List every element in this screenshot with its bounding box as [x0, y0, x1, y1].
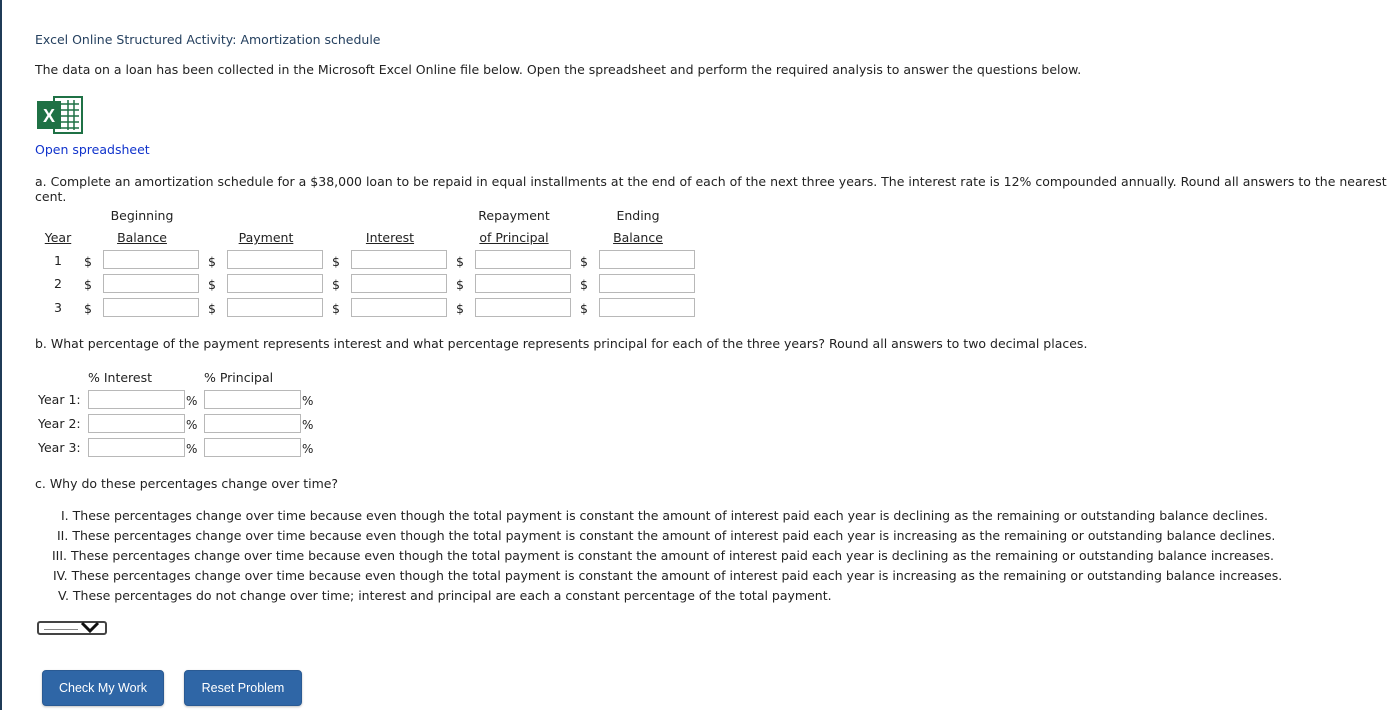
currency-symbol: $ — [332, 301, 340, 316]
year-3-percent-principal-input[interactable] — [204, 438, 301, 457]
currency-symbol: $ — [456, 254, 464, 269]
currency-symbol: $ — [208, 277, 216, 292]
percent-sign: % — [302, 418, 314, 432]
option-i: I. These percentages change over time because even though the total payment is constant the amount of interest paid each year is declining as the remaining or outstanding balance declines. — [61, 508, 1269, 523]
year-3-ending-balance-input[interactable] — [599, 298, 695, 317]
currency-symbol: $ — [580, 301, 588, 316]
header-interest: Interest — [365, 230, 415, 245]
currency-symbol: $ — [208, 301, 216, 316]
year-3-label: 3 — [54, 300, 62, 315]
year-1-percent-label: Year 1: — [38, 392, 81, 407]
percent-sign: % — [302, 394, 314, 408]
year-2-interest-input[interactable] — [351, 274, 447, 293]
year-1-ending-balance-input[interactable] — [599, 250, 695, 269]
left-edge-rule — [0, 0, 2, 710]
check-my-work-button[interactable]: Check My Work — [42, 670, 164, 706]
year-1-percent-principal-input[interactable] — [204, 390, 301, 409]
answer-select-dropdown[interactable] — [37, 621, 107, 635]
currency-symbol: $ — [332, 254, 340, 269]
chevron-down-icon — [79, 620, 101, 634]
question-a: a. Complete an amortization schedule for a $38,000 loan to be repaid in equal installments at the end of each of the next three years. The interest rate is 12% compounded annually. Round all answers to the nearest cent. — [35, 174, 1387, 204]
option-iii: III. These percentages change over time because even though the total payment is constant the amount of interest paid each year is declining as the remaining or outstanding balance increases. — [52, 548, 1275, 563]
year-2-label: 2 — [54, 276, 62, 291]
year-1-payment-input[interactable] — [227, 250, 323, 269]
header-percent-interest: % Interest — [88, 370, 153, 385]
year-3-interest-input[interactable] — [351, 298, 447, 317]
currency-symbol: $ — [580, 277, 588, 292]
year-3-principal-input[interactable] — [475, 298, 571, 317]
open-spreadsheet-link[interactable]: Open spreadsheet — [35, 142, 150, 157]
year-3-percent-interest-input[interactable] — [88, 438, 185, 457]
excel-icon-letter: X — [42, 106, 56, 126]
percent-sign: % — [186, 442, 198, 456]
percent-sign: % — [186, 394, 198, 408]
intro-text: The data on a loan has been collected in the Microsoft Excel Online file below. Open the spreadsheet and perform the required analysis to answer the questions below. — [35, 62, 1082, 77]
header-repayment-top: Repayment — [478, 208, 550, 223]
question-c: c. Why do these percentages change over time? — [35, 476, 339, 491]
year-1-percent-interest-input[interactable] — [88, 390, 185, 409]
year-2-payment-input[interactable] — [227, 274, 323, 293]
header-repayment-of-principal: of Principal — [479, 230, 549, 245]
header-beginning-balance: Balance — [117, 230, 167, 245]
currency-symbol: $ — [456, 277, 464, 292]
header-ending-balance: Balance — [613, 230, 663, 245]
percent-sign: % — [186, 418, 198, 432]
currency-symbol: $ — [208, 254, 216, 269]
currency-symbol: $ — [456, 301, 464, 316]
header-ending-top: Ending — [616, 208, 660, 223]
page-title: Excel Online Structured Activity: Amortization schedule — [35, 32, 381, 47]
option-ii: II. These percentages change over time because even though the total payment is constant the amount of interest paid each year is increasing as the remaining or outstanding balance declines. — [57, 528, 1276, 543]
header-percent-principal: % Principal — [204, 370, 274, 385]
year-2-percent-interest-input[interactable] — [88, 414, 185, 433]
year-1-principal-input[interactable] — [475, 250, 571, 269]
currency-symbol: $ — [84, 277, 92, 292]
year-2-ending-balance-input[interactable] — [599, 274, 695, 293]
reset-problem-button[interactable]: Reset Problem — [184, 670, 302, 706]
currency-symbol: $ — [580, 254, 588, 269]
year-1-interest-input[interactable] — [351, 250, 447, 269]
selected-value-placeholder — [44, 629, 78, 630]
currency-symbol: $ — [84, 254, 92, 269]
option-iv: IV. These percentages change over time because even though the total payment is constant the amount of interest paid each year is increasing as the remaining or outstanding balance increases. — [53, 568, 1283, 583]
percent-sign: % — [302, 442, 314, 456]
year-2-percent-principal-input[interactable] — [204, 414, 301, 433]
year-2-principal-input[interactable] — [475, 274, 571, 293]
header-year: Year — [44, 230, 72, 245]
year-2-percent-label: Year 2: — [38, 416, 81, 431]
year-3-percent-label: Year 3: — [38, 440, 81, 455]
question-b: b. What percentage of the payment represents interest and what percentage represents principal for each of the three years? Round all answers to two decimal places. — [35, 336, 1088, 351]
header-payment: Payment — [238, 230, 294, 245]
year-2-beginning-balance-input[interactable] — [103, 274, 199, 293]
year-3-payment-input[interactable] — [227, 298, 323, 317]
year-3-beginning-balance-input[interactable] — [103, 298, 199, 317]
currency-symbol: $ — [332, 277, 340, 292]
option-v: V. These percentages do not change over time; interest and principal are each a constant percentage of the total payment. — [58, 588, 832, 603]
currency-symbol: $ — [84, 301, 92, 316]
year-1-label: 1 — [54, 253, 62, 268]
excel-icon[interactable] — [35, 95, 85, 135]
header-beginning-top: Beginning — [110, 208, 174, 223]
year-1-beginning-balance-input[interactable] — [103, 250, 199, 269]
